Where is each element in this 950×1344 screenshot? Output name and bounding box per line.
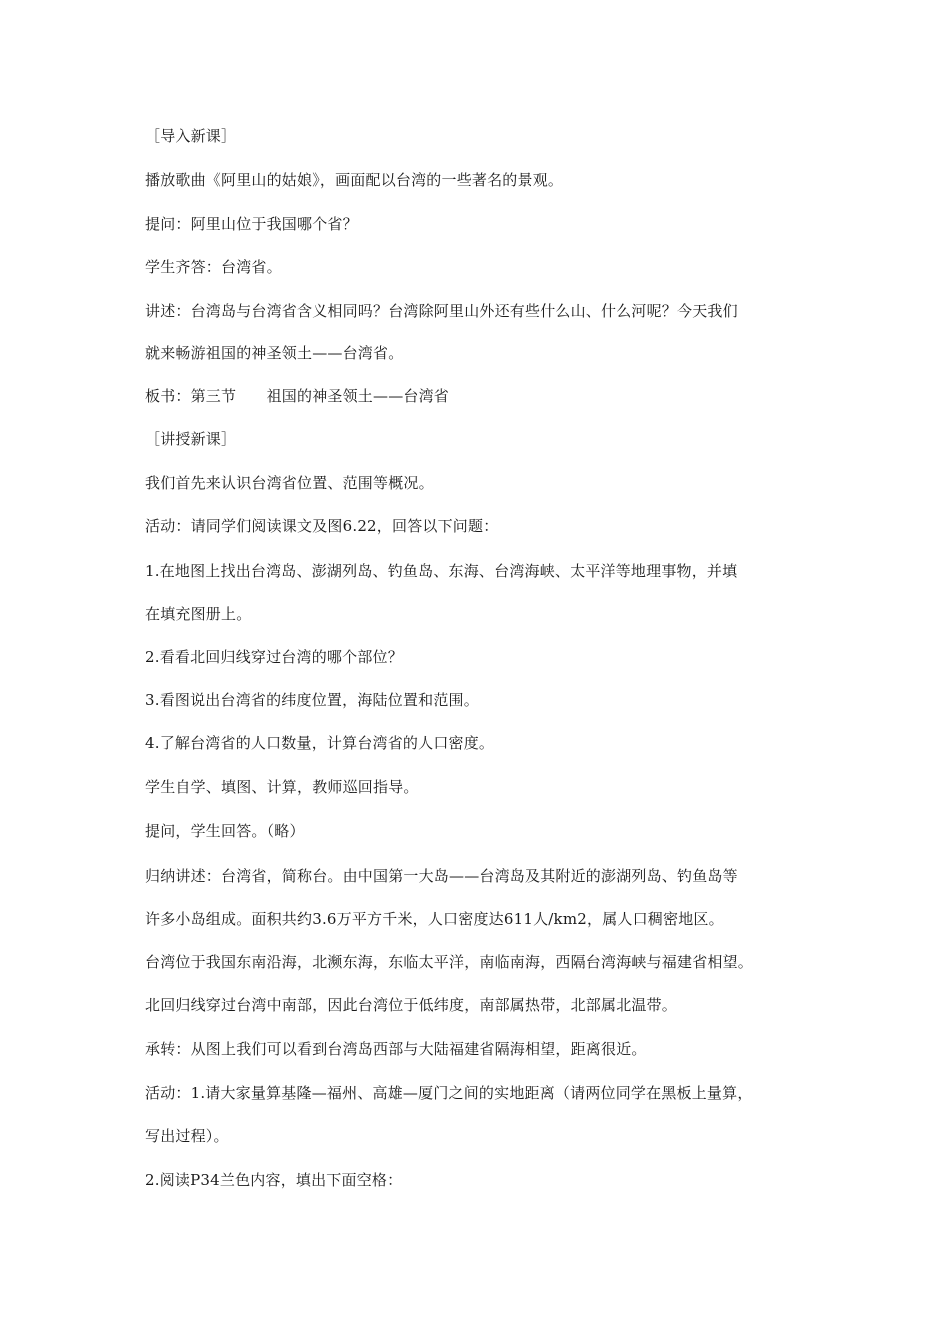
paragraph-location: 台湾位于我国东南沿海，北濒东海，东临太平洋，南临南海，西隔台湾海峡与福建省相望。 — [145, 953, 754, 971]
section-heading-intro: ［导入新课］ — [145, 127, 237, 145]
paragraph-answer: 学生齐答：台湾省。 — [145, 258, 282, 276]
paragraph-activity-2-line-1: 活动：1.请大家量算基隆—福州、高雄—厦门之间的实地距离（请两位同学在黑板上量算， — [145, 1084, 753, 1102]
paragraph-song: 播放歌曲《阿里山的姑娘》，画面配以台湾的一些著名的景观。 — [145, 171, 564, 189]
paragraph-activity-2-line-2: 写出过程）。 — [145, 1127, 229, 1145]
list-item-2: 2.看看北回归线穿过台湾的哪个部位？ — [145, 648, 403, 666]
paragraph-self-study: 学生自学、填图、计算，教师巡回指导。 — [145, 778, 419, 796]
paragraph-tropic: 北回归线穿过台湾中南部，因此台湾位于低纬度，南部属热带，北部属北温带。 — [145, 996, 678, 1014]
paragraph-narration-line-1: 讲述：台湾岛与台湾省含义相同吗？台湾除阿里山外还有些什么山、什么河呢？今天我们 — [145, 302, 738, 320]
section-heading-new-lesson: ［讲授新课］ — [145, 430, 237, 448]
paragraph-narration-line-2: 就来畅游祖国的神圣领土——台湾省。 — [145, 344, 404, 362]
list-item-3: 3.看图说出台湾省的纬度位置，海陆位置和范围。 — [145, 691, 479, 709]
list-item-1-line-2: 在填充图册上。 — [145, 605, 252, 623]
paragraph-blackboard: 板书：第三节 祖国的神圣领土——台湾省 — [145, 387, 450, 405]
paragraph-transition: 承转：从图上我们可以看到台湾岛西部与大陆福建省隔海相望，距离很近。 — [145, 1040, 647, 1058]
paragraph-question: 提问：阿里山位于我国哪个省？ — [145, 215, 358, 233]
paragraph-summary-line-2: 许多小岛组成。面积共约3.6万平方千米，人口密度达611人/km2，属人口稠密地区。 — [145, 910, 724, 928]
list-item-4: 4.了解台湾省的人口数量，计算台湾省的人口密度。 — [145, 734, 495, 752]
list-item-1-line-1: 1.在地图上找出台湾岛、澎湖列岛、钓鱼岛、东海、台湾海峡、太平洋等地理事物，并填 — [145, 562, 738, 580]
paragraph-question-answer: 提问，学生回答。（略） — [145, 822, 305, 840]
paragraph-overview: 我们首先来认识台湾省位置、范围等概况。 — [145, 474, 434, 492]
paragraph-activity: 活动：请同学们阅读课文及图6.22，回答以下问题： — [145, 517, 499, 535]
paragraph-reading-task: 2.阅读P34兰色内容，填出下面空格： — [145, 1171, 403, 1189]
paragraph-summary-line-1: 归纳讲述：台湾省，简称台。由中国第一大岛——台湾岛及其附近的澎湖列岛、钓鱼岛等 — [145, 867, 738, 885]
